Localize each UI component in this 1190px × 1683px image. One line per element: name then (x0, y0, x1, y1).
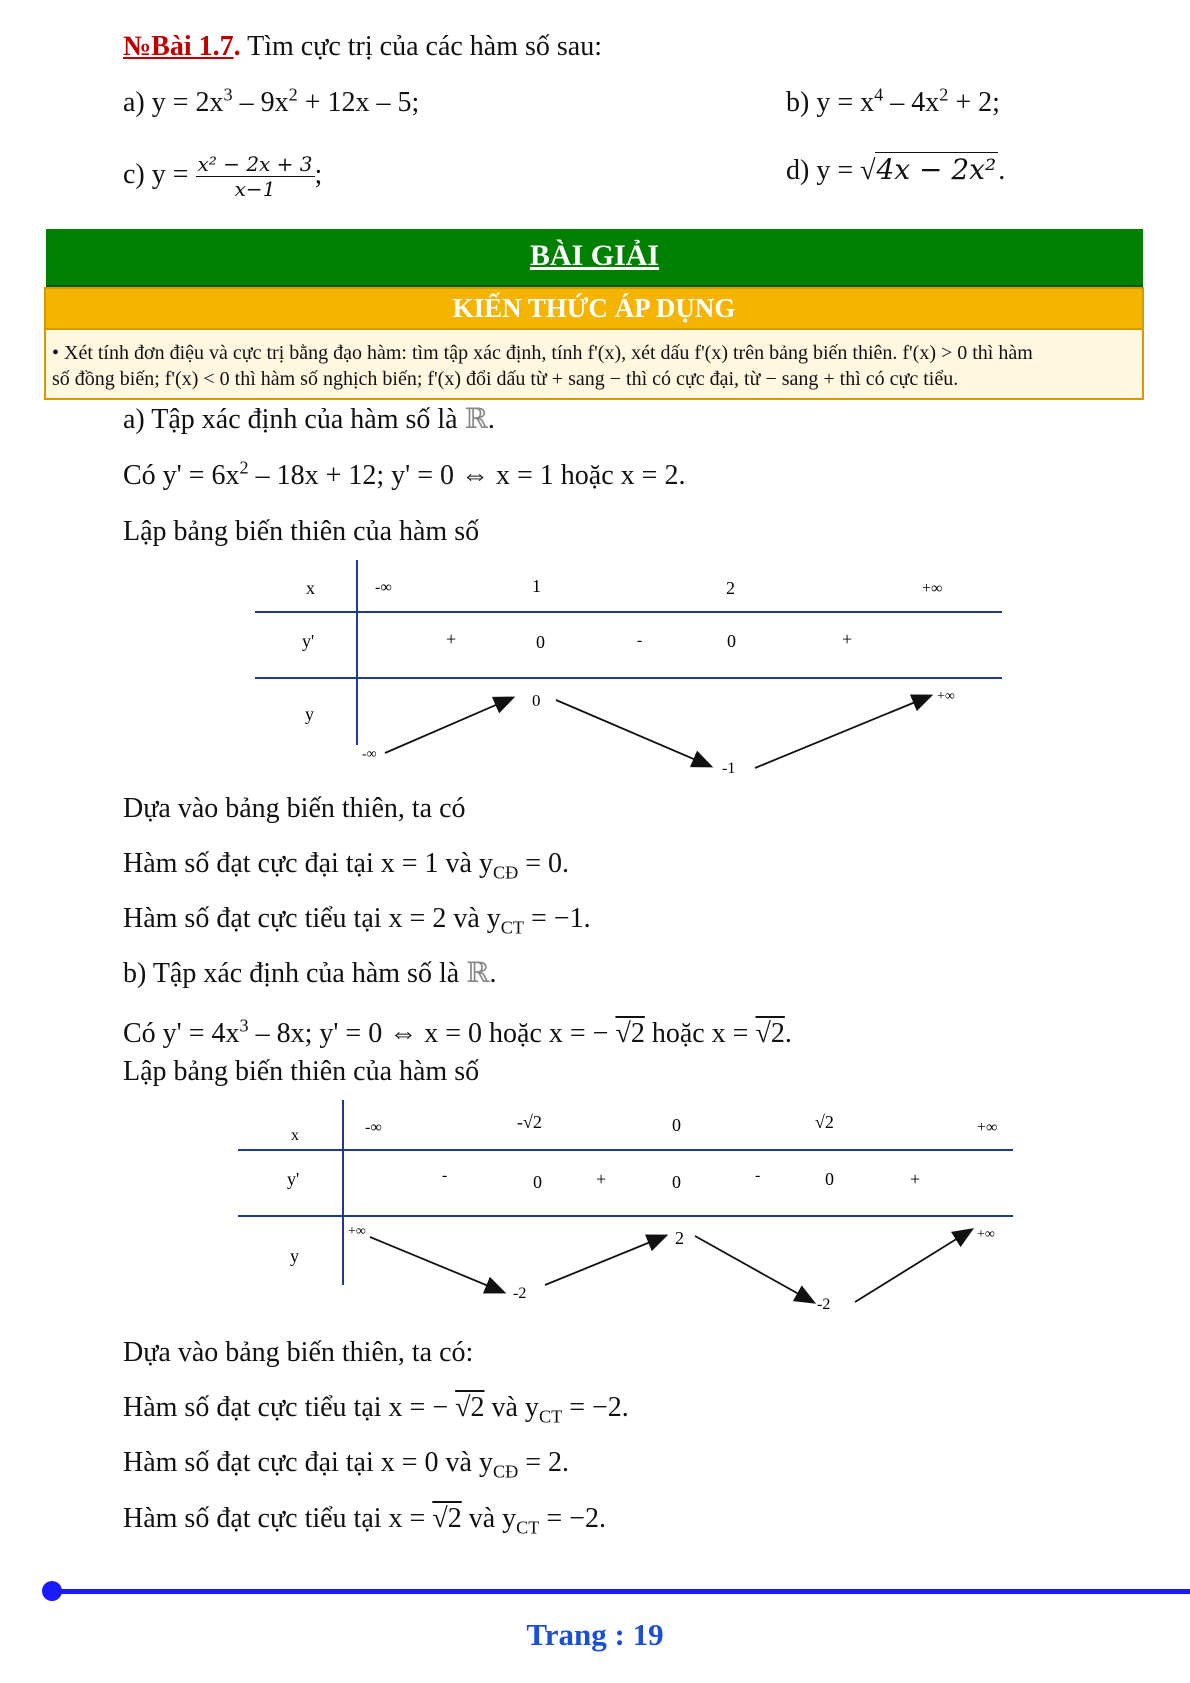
table-a-yp-label: y' (302, 631, 315, 651)
part-b-l2-rest: = 2. (518, 1447, 570, 1478)
table-a-y-value: +∞ (937, 689, 955, 704)
part-b-line-3 (123, 1502, 606, 1536)
table-b-sign: 0 (825, 1169, 834, 1189)
decrease-arrow-icon (370, 1237, 503, 1292)
item-b-prefix: b) y = x (786, 87, 875, 118)
item-a-exp1: 3 (223, 84, 233, 105)
solution-banner (46, 229, 1143, 287)
sqrt-two: √2 (432, 1503, 462, 1534)
increase-arrow-icon (755, 696, 930, 768)
knowledge-line-1: • Xét tính đơn điệu và cực trị bằng đạo hàm: tìm tập xác định, tính f'(x), xét dấu f'(x) trên bảng biến thiên. f'(x) > 0 thì hàm (52, 342, 1033, 364)
real-set-symbol: ℝ (464, 404, 488, 435)
part-b-l1-sub: CT (538, 1406, 563, 1427)
part-a-min-sub: CT (500, 917, 525, 938)
table-a-x-value: 1 (532, 576, 541, 596)
table-b-x-value: √2 (815, 1112, 834, 1132)
item-a-rest: + 12x – 5; (297, 87, 420, 118)
part-b-l1-rest: = −2. (562, 1392, 629, 1423)
variation-table-b (235, 1100, 1020, 1320)
table-b-y-value: +∞ (977, 1227, 995, 1242)
table-a-x-value: 2 (726, 578, 735, 598)
item-d-radicand: 4x − 2x² (876, 153, 997, 186)
item-d-end: . (998, 155, 1006, 186)
sqrt-sign-icon: √ (860, 155, 876, 186)
part-a-deriv-prefix: Có y' = 6x (123, 460, 240, 491)
part-a-domain (123, 403, 495, 437)
table-b-sign: 0 (672, 1172, 681, 1192)
table-b-y-value: +∞ (348, 1224, 366, 1239)
decrease-arrow-icon (695, 1236, 813, 1302)
part-b-l3-prefix: Hàm số đạt cực tiểu tại x = (123, 1503, 433, 1534)
table-b-yp-label: y' (287, 1169, 300, 1189)
table-b-sign: + (596, 1169, 607, 1189)
item-a-exp2: 2 (288, 84, 298, 105)
sqrt-two: √2 (755, 1018, 785, 1049)
item-b-exp1: 4 (874, 84, 884, 105)
table-b-sign: + (910, 1169, 921, 1189)
table-a-y-value: 0 (532, 691, 541, 710)
part-b-line-1 (123, 1391, 629, 1425)
variation-table-a (250, 560, 1010, 785)
part-a-derivative (123, 459, 685, 493)
page-number: Trang : 19 (526, 1617, 664, 1652)
table-a-sign: 0 (536, 632, 545, 652)
table-b-x-value: -√2 (517, 1112, 542, 1132)
item-d-prefix: d) y = (786, 155, 861, 186)
part-b-l2-prefix: Hàm số đạt cực đại tại x = 0 và y (123, 1447, 493, 1478)
problem-item-a (123, 86, 419, 120)
knowledge-box (44, 330, 1144, 400)
decrease-arrow-icon (556, 700, 710, 766)
sqrt-two: √2 (455, 1392, 485, 1423)
table-a-sign: 0 (727, 631, 736, 651)
table-b-y-label: y (290, 1246, 299, 1266)
table-a-y-value: -∞ (362, 747, 377, 762)
increase-arrow-icon (385, 698, 512, 753)
increase-arrow-icon (545, 1236, 665, 1285)
part-a-conclusion-intro: Dựa vào bảng biến thiên, ta có (123, 793, 466, 824)
sqrt-two: √2 (615, 1018, 645, 1049)
knowledge-banner (44, 287, 1144, 330)
table-a-x-value: +∞ (922, 580, 943, 597)
problem-number-dot: . (233, 31, 241, 62)
part-b-deriv-prefix: Có y' = 4x (123, 1018, 240, 1049)
table-a-x-value: -∞ (375, 579, 392, 596)
real-set-symbol: ℝ (466, 958, 490, 989)
table-a-sign: + (842, 629, 853, 649)
part-b-deriv-mid2: hoặc x = (644, 1018, 756, 1049)
part-b-l3-rest: = −2. (539, 1503, 606, 1534)
part-b-l1-mid: và y (484, 1392, 539, 1423)
problem-item-c (123, 152, 322, 201)
part-b-deriv-end: . (784, 1018, 792, 1049)
part-a-min-rest: = −1. (524, 903, 591, 934)
part-b-table-intro: Lập bảng biến thiên của hàm số (123, 1056, 480, 1087)
table-b-x-value: -∞ (365, 1119, 382, 1136)
part-b-domain-text: b) Tập xác định của hàm số là (123, 958, 467, 989)
part-a-table-intro: Lập bảng biến thiên của hàm số (123, 516, 480, 547)
part-a-max-prefix: Hàm số đạt cực đại tại x = 1 và y (123, 848, 493, 879)
item-c-fraction (196, 152, 315, 201)
part-a-max-rest: = 0. (518, 848, 570, 879)
table-a-sign: + (446, 629, 457, 649)
table-b-y-value: -2 (513, 1285, 527, 1302)
problem-item-d (786, 152, 1005, 188)
problem-number: №Bài 1.7 (123, 31, 234, 62)
problem-title (123, 30, 602, 64)
part-b-derivative (123, 1017, 792, 1051)
table-b-sign: - (442, 1167, 448, 1184)
part-b-deriv-exp: 3 (239, 1015, 249, 1036)
table-b-sign: 0 (533, 1172, 542, 1192)
problem-statement: Tìm cực trị của các hàm số sau: (240, 31, 603, 62)
part-b-l2-sub: CĐ (492, 1461, 519, 1482)
part-a-deriv-rest: – 18x + 12; y' = 0 ⇔ x = 1 hoặc x = 2. (248, 460, 686, 491)
table-a-y-value: -1 (722, 760, 736, 777)
part-b-l3-mid: và y (461, 1503, 517, 1534)
item-b-mid: – 4x (883, 87, 940, 118)
table-a-sign: - (637, 632, 643, 649)
item-c-denominator: x−1 (234, 177, 276, 201)
table-b-y-value: 2 (675, 1228, 684, 1248)
table-a-x-label: x (306, 578, 315, 598)
item-a-prefix: a) y = 2x (123, 87, 224, 118)
part-a-max (123, 847, 569, 881)
item-b-exp2: 2 (939, 84, 949, 105)
part-b-l1-prefix: Hàm số đạt cực tiểu tại x = − (123, 1392, 456, 1423)
item-c-end: ; (314, 158, 323, 190)
table-b-sign: - (755, 1167, 761, 1184)
part-a-deriv-exp: 2 (239, 457, 249, 478)
item-b-rest: + 2; (948, 87, 1000, 118)
increase-arrow-icon (855, 1230, 971, 1302)
part-a-domain-text: a) Tập xác định của hàm số là (123, 404, 465, 435)
table-a-y-label: y (305, 704, 314, 724)
part-a-min (123, 902, 591, 936)
part-b-conclusion-intro: Dựa vào bảng biến thiên, ta có: (123, 1337, 474, 1368)
knowledge-header: KIẾN THỨC ÁP DỤNG (452, 293, 736, 323)
table-b-x-label: x (291, 1127, 299, 1144)
table-b-x-value: +∞ (977, 1119, 998, 1136)
item-c-numerator: x² − 2x + 3 (197, 152, 313, 176)
solution-header: BÀI GIẢI (529, 239, 660, 272)
problem-item-b (786, 86, 1000, 120)
item-a-mid: – 9x (232, 87, 289, 118)
item-c-prefix: c) y = (123, 158, 196, 190)
knowledge-line-2: số đồng biến; f'(x) < 0 thì hàm số nghịch biến; f'(x) đổi dấu từ + sang − thì có cực đại, từ − sang + thì có cực tiểu. (52, 368, 959, 390)
part-b-deriv-mid: – 8x; y' = 0 ⇔ x = 0 hoặc x = − (248, 1018, 616, 1049)
part-b-domain (123, 957, 496, 991)
part-b-line-2 (123, 1446, 569, 1480)
item-d-sqrt (860, 152, 998, 188)
footer-dot-icon (42, 1581, 62, 1601)
part-a-domain-end: . (487, 404, 495, 435)
part-b-l3-sub: CT (516, 1517, 540, 1538)
part-a-min-prefix: Hàm số đạt cực tiểu tại x = 2 và y (123, 903, 501, 934)
part-b-domain-end: . (489, 958, 497, 989)
table-b-x-value: 0 (672, 1115, 681, 1135)
table-b-y-value: -2 (817, 1296, 831, 1313)
footer-rule (44, 1589, 1190, 1594)
part-a-max-sub: CĐ (492, 862, 519, 883)
